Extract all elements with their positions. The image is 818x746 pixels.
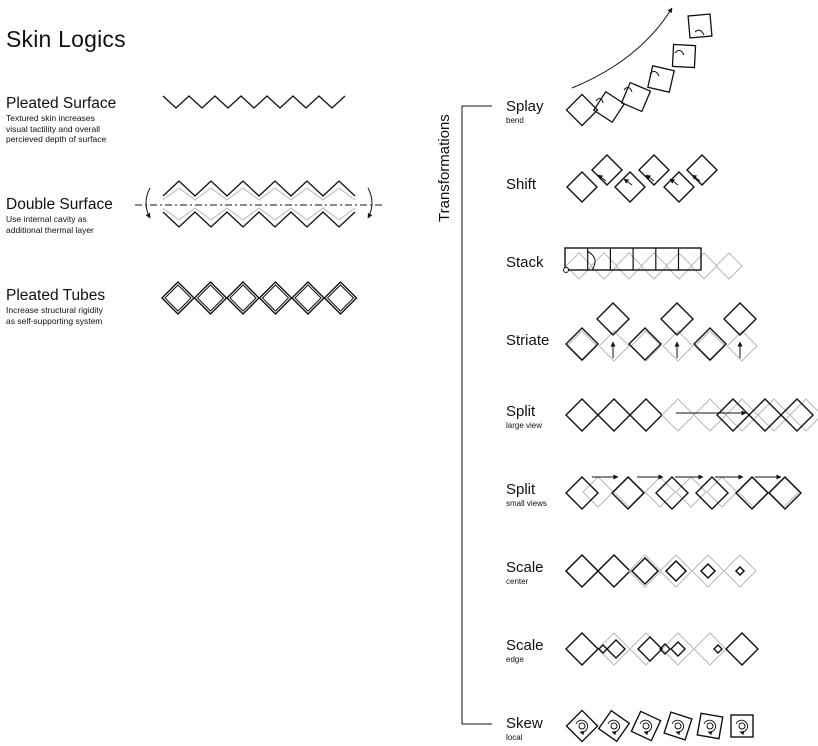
tube-diamond [165, 285, 191, 311]
scale-ghost-diamond [629, 555, 661, 587]
split-ghost-diamond [769, 477, 799, 507]
split-diamond [726, 399, 758, 431]
split-small-diamond [612, 477, 644, 509]
description-line: Increase structural rigidity [6, 305, 103, 315]
split-ghost-diamond [738, 477, 768, 507]
logic-title: Pleated Surface [6, 95, 117, 112]
split-moved-diamond [717, 399, 749, 431]
scale-edge-diamond [607, 640, 625, 658]
skew-center [675, 723, 681, 729]
scale-ghost-diamond [692, 555, 724, 587]
transform-name: Scale [506, 559, 544, 576]
angle-arc [695, 30, 704, 35]
skew-center [643, 723, 649, 729]
double-surface-zigzag [163, 181, 355, 196]
split-moved-diamond [749, 399, 781, 431]
shift-arrow [670, 179, 678, 185]
skew-rotate-arrow [576, 720, 588, 732]
striate-diamond [629, 328, 661, 360]
transform-subtitle: bend [506, 116, 524, 125]
scale-diamond [666, 561, 686, 581]
split-ghost-diamond [583, 477, 613, 507]
scale-edge-diamond [726, 633, 758, 665]
splay-square [594, 92, 624, 122]
stack-ghost-diamond [591, 253, 617, 279]
skew-rotate-arrow [736, 720, 748, 732]
transform-name: Shift [506, 176, 537, 193]
transform-subtitle: local [506, 733, 523, 742]
skew-rotate-arrow [608, 720, 620, 732]
striate-diamond [566, 328, 598, 360]
tube-diamond [230, 285, 256, 311]
skew-square [664, 712, 692, 740]
scale-diamond [598, 555, 630, 587]
tube-diamond [295, 285, 321, 311]
logic-title: Pleated Tubes [6, 287, 106, 304]
skew-center [579, 723, 585, 729]
skew-center [707, 723, 713, 729]
shift-diamond [664, 172, 694, 202]
shift-diamond [687, 155, 717, 185]
scale-ghost-diamond [724, 555, 756, 587]
description-line: Use internal cavity as [6, 214, 87, 224]
splay-square [672, 44, 695, 67]
tube-diamond [227, 282, 259, 314]
skew-square [731, 715, 753, 737]
striate-ghost-diamond [631, 331, 661, 361]
split-diamond [566, 399, 598, 431]
skew-rotate-arrow [704, 720, 716, 732]
description-line: as self-supporting system [6, 315, 103, 326]
splay-square [688, 14, 712, 38]
transform-subtitle: center [506, 577, 529, 586]
pleated-surface-zigzag [163, 96, 345, 108]
description-line: Textured skin increases [6, 113, 95, 123]
split-small-diamond [656, 477, 688, 509]
shift-arrow [624, 179, 632, 185]
striate-ghost-diamond [599, 331, 629, 361]
split-diamond [758, 399, 790, 431]
skew-center [739, 723, 745, 729]
striate-ghost-diamond [567, 331, 597, 361]
tube-diamond [198, 285, 224, 311]
skew-center [611, 723, 617, 729]
angle-arc [675, 50, 684, 55]
skew-square [599, 711, 630, 742]
split-small-diamond [696, 477, 728, 509]
scale-edge-diamond [566, 633, 598, 665]
skew-rotate-arrow [672, 720, 684, 732]
bend-arrow [572, 8, 672, 88]
scale-ghost-diamond [630, 633, 662, 665]
transform-subtitle: small views [506, 499, 547, 508]
transform-name: Stack [506, 254, 544, 271]
striate-raised-diamond [597, 303, 629, 335]
striate-ghost-diamond [663, 331, 693, 361]
skew-rotate-arrow [640, 720, 652, 732]
shift-diamond [567, 172, 597, 202]
page-title: Skin Logics [6, 26, 126, 52]
striate-ghost-diamond [727, 331, 757, 361]
stack-ghost-diamond [716, 253, 742, 279]
striate-diamond [694, 328, 726, 360]
scale-ghost-diamond [566, 633, 598, 665]
scale-edge-diamond [714, 645, 722, 653]
scale-ghost-diamond [598, 555, 630, 587]
tube-diamond [260, 282, 292, 314]
shift-diamond [615, 172, 645, 202]
transform-subtitle: large view [506, 421, 543, 430]
stack-ghost-diamond [691, 253, 717, 279]
transformations-label: Transformations [436, 114, 453, 222]
tube-diamond [162, 282, 194, 314]
skew-square [631, 711, 660, 740]
split-small-diamond [769, 477, 801, 509]
transform-name: Striate [506, 332, 550, 349]
split-moved-diamond [781, 399, 813, 431]
double-surface-zigzag [163, 212, 355, 227]
scale-ghost-diamond [662, 633, 694, 665]
split-ghost-diamond [676, 477, 706, 507]
pivot-point [564, 268, 569, 273]
shift-arrow [692, 175, 700, 181]
stack-ghost-diamond [641, 253, 667, 279]
striate-raised-diamond [724, 303, 756, 335]
scale-diamond [736, 567, 744, 575]
striate-ghost-diamond [695, 331, 725, 361]
splay-square [648, 66, 674, 92]
rotate-arrow [368, 188, 372, 218]
logic-title: Double Surface [6, 196, 113, 213]
stack-ghost-diamond [616, 253, 642, 279]
rotate-arrow [146, 188, 150, 218]
split-ghost-diamond [614, 477, 644, 507]
scale-ghost-diamond [566, 555, 598, 587]
scale-diamond [632, 558, 658, 584]
transform-subtitle: edge [506, 655, 524, 664]
split-diamond [694, 399, 726, 431]
splay-square [622, 83, 651, 112]
transform-name: Split [506, 481, 536, 498]
tube-diamond [328, 285, 354, 311]
splay-square [566, 94, 597, 125]
tube-diamond [292, 282, 324, 314]
description-line: additional thermal layer [6, 224, 94, 235]
skew-square [566, 710, 597, 741]
double-surface-zigzag [163, 208, 355, 220]
description-line: visual tactility and overall [6, 123, 101, 134]
striate-raised-diamond [661, 303, 693, 335]
scale-diamond [701, 564, 715, 578]
tube-diamond [195, 282, 227, 314]
split-small-diamond [736, 477, 768, 509]
skew-square [697, 713, 722, 738]
transform-name: Skew [506, 715, 543, 732]
split-ghost-diamond [645, 477, 675, 507]
scale-edge-diamond [671, 642, 685, 656]
scale-ghost-diamond [726, 633, 758, 665]
description-line: percieved depth of surface [6, 134, 107, 144]
tube-diamond [263, 285, 289, 311]
shift-diamond [592, 155, 622, 185]
scale-ghost-diamond [660, 555, 692, 587]
split-diamond [662, 399, 694, 431]
split-diamond [598, 399, 630, 431]
scale-diamond [566, 555, 598, 587]
tube-diamond [325, 282, 357, 314]
transform-name: Splay [506, 98, 544, 115]
split-diamond [630, 399, 662, 431]
split-ghost-diamond [707, 477, 737, 507]
double-surface-zigzag [163, 188, 355, 200]
transform-name: Scale [506, 637, 544, 654]
transform-name: Split [506, 403, 536, 420]
scale-edge-diamond [638, 637, 662, 661]
